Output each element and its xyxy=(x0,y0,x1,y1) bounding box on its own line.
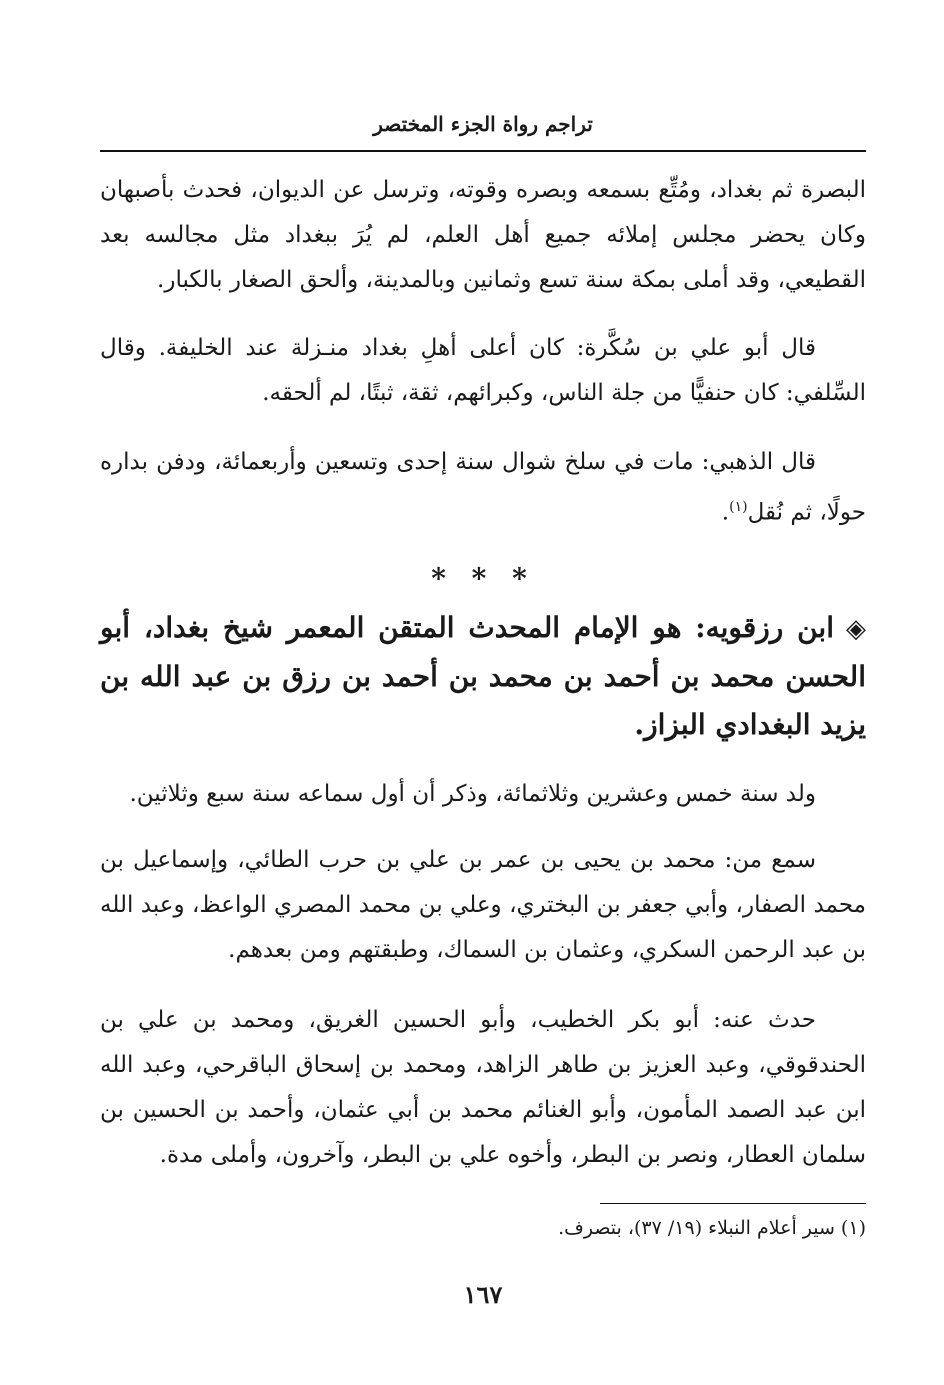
footnote-divider xyxy=(600,1203,866,1204)
paragraph-1-text: البصرة ثم بغداد، ومُتِّع بسمعه وبصره وقوته، وترسل عن الديوان، فحدث بأصبهان وكان يحضر مجلس إملائه جميع أهل العلم، لم يُرَ ببغداد مثل مجالسه بعد القطيعي، وقد أملى بمكة سنة تسع وثمانين وبالمدينة، وألحق الصغار بالكبار. xyxy=(100,177,866,293)
paragraph-1 xyxy=(100,168,866,303)
paragraph-5 xyxy=(100,838,866,973)
running-header: تراجم رواة الجزء المختصر xyxy=(373,112,593,136)
paragraph-5-text: سمع من: محمد بن يحيى بن عمر بن علي بن حرب الطائي، وإسماعيل بن محمد الصفار، وأبي جعفر بن البختري، وعلي بن محمد المصري الواعظ، وعبد الله بن عبد الرحمن السكري، وعثمان بن السماك، وطبقتهم ومن بعدهم. xyxy=(100,847,866,963)
footnote: (١) سير أعلام النبلاء (١٩/ ٣٧)، بتصرف. xyxy=(558,1217,866,1239)
paragraph-3-end: . xyxy=(721,499,730,526)
paragraph-3 xyxy=(100,440,866,536)
section-separator: * * * xyxy=(431,562,535,595)
paragraph-2 xyxy=(100,326,866,416)
paragraph-6 xyxy=(100,998,866,1178)
header-divider xyxy=(100,150,866,152)
biography-heading xyxy=(100,604,866,749)
paragraph-3-text: قال الذهبي: مات في سلخ شوال سنة إحدى وتسعين وأربعمائة، ودفن بداره حولًا، ثم نُقل xyxy=(100,449,866,526)
paragraph-2-text: قال أبو علي بن سُكَّرة: كان أعلى أهلِ بغداد منـزلة عند الخليفة. وقال السِّلفي: كان حنفيًّا من جلة الناس، وكبرائهم، ثقة، ثبتًا، لم ألحقه. xyxy=(100,335,866,406)
footnote-ref: (١) xyxy=(729,499,748,515)
paragraph-4-text: ولد سنة خمس وعشرين وثلاثمائة، وذكر أن أول سماعه سنة سبع وثلاثين. xyxy=(129,781,816,807)
page-number: ١٦٧ xyxy=(463,1280,503,1309)
diamond-bullet-icon: ◈ xyxy=(846,614,866,644)
biography-heading-text: ابن رزقويه: هو الإمام المحدث المتقن المعمر شيخ بغداد، أبو الحسن محمد بن أحمد بن محمد بن أحمد بن رزق بن عبد الله بن يزيد البغدادي البزاز. xyxy=(100,611,866,741)
paragraph-6-text: حدث عنه: أبو بكر الخطيب، وأبو الحسين الغريق، ومحمد بن علي بن الحندقوقي، وعبد العزيز بن طاهر الزاهد، ومحمد بن إسحاق الباقرحي، وعبد الله ابن عبد الصمد المأمون، وأبو الغنائم محمد بن أبي عثمان، وأحمد بن الحسين بن سلمان العطار، ونصر بن البطر، وأخوه علي بن البطر، وآخرون، وأملى مدة. xyxy=(100,1007,866,1168)
paragraph-4 xyxy=(100,772,866,817)
